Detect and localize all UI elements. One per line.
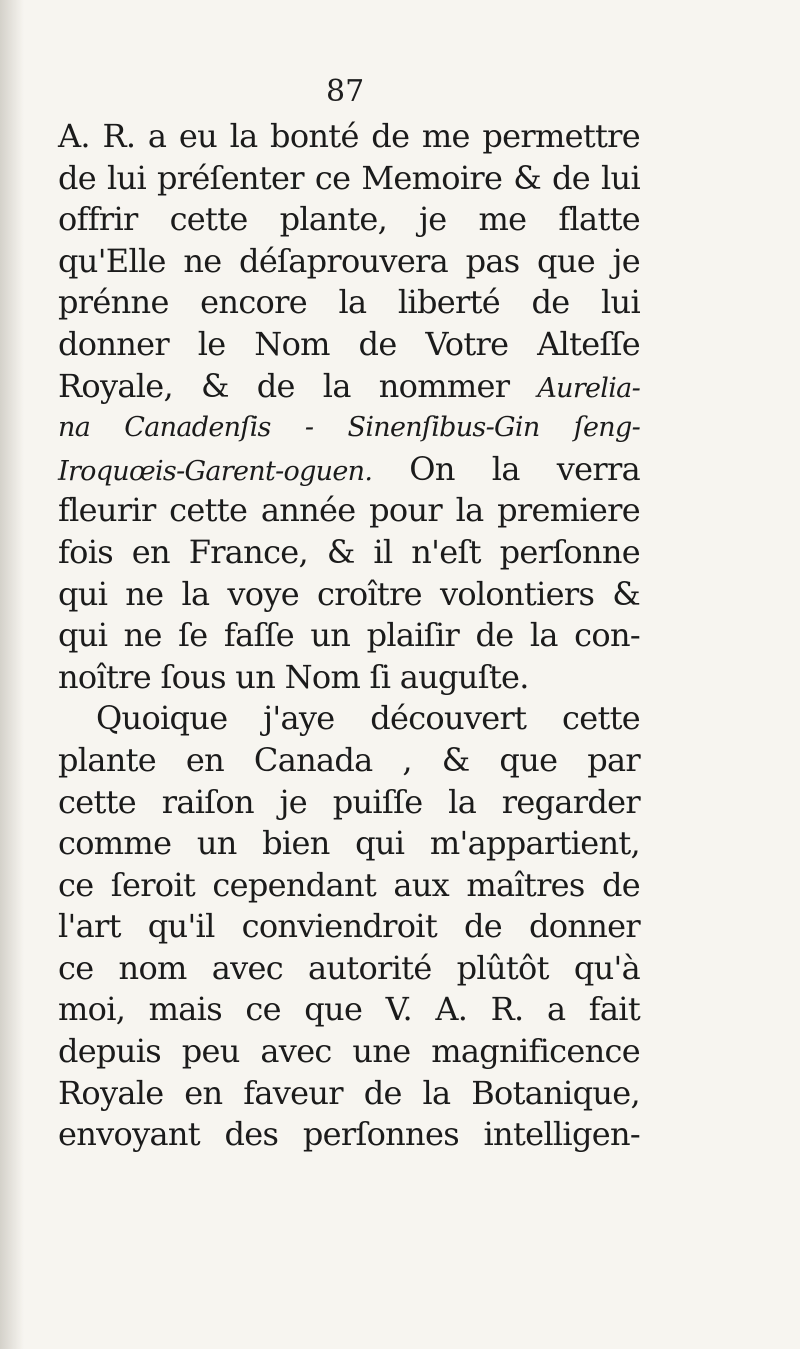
text-line: offrir cette plante, je me flatte [58,200,640,239]
text-line: Quoique j'aye découvert cette [96,699,640,738]
text-line: qui ne ſe faſſe un plaiſir de la con- [58,616,640,655]
plant-name-italic: Iroquœis-Garent-oguen. [58,455,373,487]
text-line: Royale en faveur de la Botanique, [58,1073,640,1112]
text-line: cette raiſon je puiſſe la regarder [58,782,640,821]
page-text [58,116,640,1156]
text-line: envoyant des perſonnes intelligen- [58,1115,640,1154]
text-line: ce nom avec autorité plûtôt qu'à [58,948,640,987]
text-line-mixed [58,449,640,491]
text-line: A. R. a eu la bonté de me permettre [58,117,640,155]
text-roman: Royale, & de la nommer [58,366,538,405]
text-line: plante en Canada , & que par [58,740,640,779]
text-line: l'art qu'il conviendroit de donner [58,907,640,946]
text-line: ce ſeroit cependant aux maîtres de [58,865,640,904]
text-line: qu'Elle ne déſaprouvera pas que je [58,241,640,280]
text-line: noître ſous un Nom ſi auguſte. [58,657,529,696]
page-number: 87 [326,74,365,109]
text-line: de lui préſenter ce Memoire & de lui [58,158,640,197]
text-line: fois en France, & il n'eſt perſonne [58,532,640,571]
text-line: prénne encore la liberté de lui [58,283,640,322]
text-line-mixed [58,366,640,408]
text-roman: On la verra [372,449,640,488]
text-line: comme un bien qui m'appartient, [58,824,640,863]
text-line: moi, mais ce que V. A. R. a fait [58,990,640,1029]
plant-name-line: na Canadenſis - Sinenſibus-Gin ſeng- [58,412,640,444]
plant-name-italic: Aurelia- [537,372,640,404]
text-line: fleurir cette année pour la premiere [58,491,640,530]
page-gutter-shadow [0,0,24,1349]
text-line: donner le Nom de Votre Alteſſe [58,324,640,363]
text-line: qui ne la voye croître volontiers & [58,574,640,613]
text-line: depuis peu avec une magnificence [58,1032,640,1071]
